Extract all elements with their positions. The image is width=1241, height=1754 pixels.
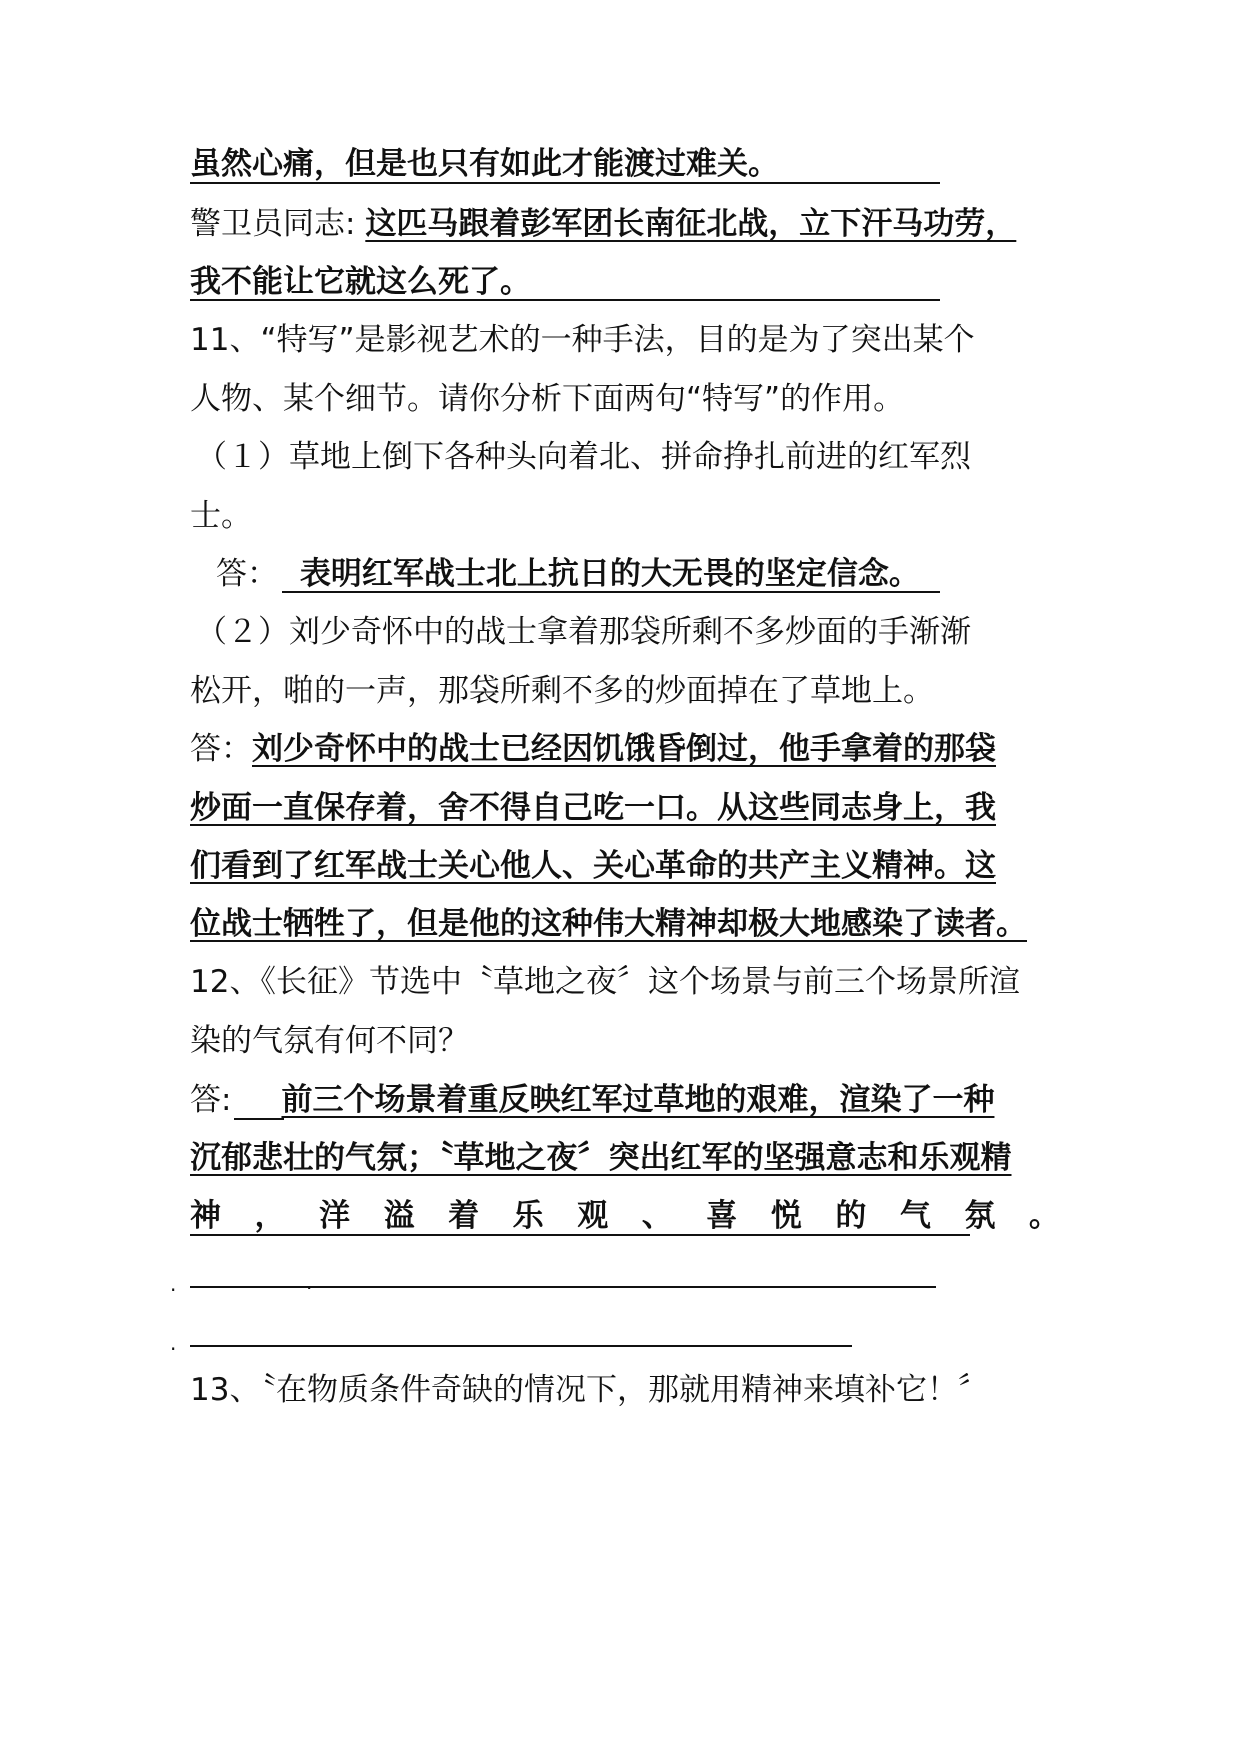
answer-3-text: 前三个场景着重反映红军过草地的艰难，渲染了一种 <box>281 1082 995 1118</box>
blank-line <box>190 1286 936 1288</box>
answer-3-line-2: 沉郁悲壮的气氛；〝草地之夜〞突出红军的坚强意志和乐观精 <box>190 1140 1012 1176</box>
question-11-line-1: 11、“特写”是影视艺术的一种手法，目的是为了突出某个 <box>190 322 975 358</box>
justified-char: 洋 <box>319 1198 351 1234</box>
justified-char: 观 <box>577 1198 609 1234</box>
justified-char: 气 <box>899 1198 931 1234</box>
answer-2-line-2: 炒面一直保存着，舍不得自己吃一口。从这些同志身上，我 <box>190 790 996 826</box>
justified-char: 。 <box>1028 1198 1060 1234</box>
question-11-2-line-1: （２）刘少奇怀中的战士拿着那袋所剩不多炒面的手渐渐 <box>196 614 971 650</box>
justified-char: 的 <box>835 1198 867 1234</box>
justified-char: 着 <box>448 1198 480 1234</box>
question-11-2-line-2: 松开，啪的一声，那袋所剩不多的炒面掉在了草地上。 <box>190 673 934 709</box>
answer-2-line-4: 位战士牺牲了，但是他的这种伟大精神却极大地感染了读者。 <box>190 906 1027 942</box>
bullet-dot: · <box>170 1337 177 1361</box>
answer-label: 答： <box>190 731 252 767</box>
answer-1-text: 表明红军战士北上抗日的大无畏的坚定信念。 <box>299 556 920 592</box>
answer-2-text: 刘少奇怀中的战士已经因饥饿昏倒过，他手拿着的那袋 <box>252 731 996 767</box>
answer-1 <box>216 554 920 594</box>
speaker-answer: 这匹马跟着彭军团长南征北战，立下汗马功劳， <box>365 206 1017 242</box>
answer-line-3: 我不能让它就这么死了。 <box>190 264 531 300</box>
question-11-1-line-2: 士。 <box>190 498 252 534</box>
justified-char: 溢 <box>383 1198 415 1234</box>
justified-char: 神 <box>190 1198 221 1234</box>
answer-3-line-3 <box>190 1196 1060 1236</box>
answer-line-1: 虽然心痛，但是也只有如此才能渡过难关。 <box>190 146 779 182</box>
question-11-1-line-1: （１）草地上倒下各种头向着北、拼命挣扎前进的红军烈 <box>196 439 971 475</box>
justified-char: 氛 <box>964 1198 996 1234</box>
answer-3-line-1 <box>190 1080 994 1120</box>
speaker-label: 警卫员同志: <box>190 206 356 242</box>
answer-2-line-1 <box>190 729 996 769</box>
justified-char: 悦 <box>770 1198 802 1234</box>
answer-2-line-3: 们看到了红军战士关心他人、关心革命的共产主义精神。这 <box>190 848 996 884</box>
answer-label: 答： <box>216 556 278 592</box>
underline <box>190 182 940 184</box>
question-11-line-2: 人物、某个细节。请你分析下面两句“特写”的作用。 <box>190 381 905 417</box>
underline <box>190 1234 970 1236</box>
question-13: 13、〝在物质条件奇缺的情况下，那就用精神来填补它！〞 <box>190 1372 989 1408</box>
bullet-dot: · <box>170 1278 177 1302</box>
justified-char: 喜 <box>706 1198 738 1234</box>
answer-label: 答: <box>190 1082 232 1118</box>
justified-char: ， <box>254 1198 286 1234</box>
justified-char: 、 <box>641 1198 673 1234</box>
question-12-line-2: 染的气氛有何不同？ <box>190 1023 469 1059</box>
underline <box>190 299 940 301</box>
question-12-line-1: 12、《长征》节选中〝草地之夜〞这个场景与前三个场景所渲 <box>190 964 1020 1000</box>
underline <box>282 591 940 593</box>
underline <box>234 1118 284 1120</box>
justified-char: 乐 <box>512 1198 544 1234</box>
bullet-dot: · <box>306 1276 313 1300</box>
speaker-line <box>190 204 1016 244</box>
blank-line <box>190 1345 852 1347</box>
